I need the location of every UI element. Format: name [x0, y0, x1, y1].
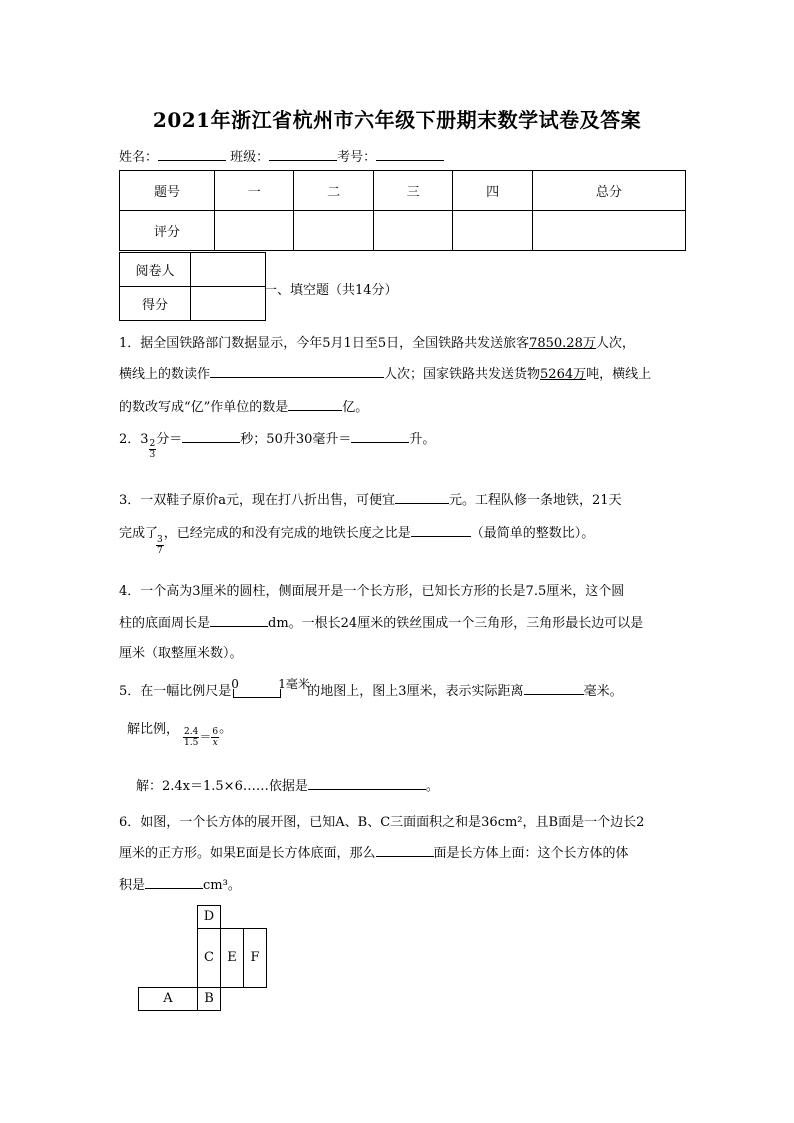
ratio-solution-text: 。 — [425, 779, 439, 794]
q1-text: 人次， — [595, 336, 635, 351]
ratio-equation — [183, 721, 233, 748]
face-d: D — [197, 905, 221, 929]
equals-sign: ＝ — [199, 730, 212, 744]
ratio-end: 。 — [219, 721, 233, 736]
q3-text: （最简单的整数比）。 — [470, 526, 595, 541]
exam-no-label: 考号： — [337, 150, 377, 165]
q3-fraction: $\frac{3}{7}$ — [157, 535, 163, 556]
q4-text: 柱的底面周长是 — [119, 616, 211, 631]
scale-one-label: 1毫米 — [278, 677, 310, 691]
q6-blank-top-face[interactable] — [376, 844, 434, 857]
class-label: 班级： — [230, 150, 270, 165]
q5-text: 毫米。 — [583, 684, 623, 699]
ratio-label: 解比例， — [127, 722, 180, 737]
q5-line — [119, 677, 623, 699]
q2-blank-seconds[interactable] — [182, 430, 240, 443]
reader-cell[interactable] — [191, 253, 266, 287]
q2-fraction: $\frac{2}{3}$ — [149, 439, 156, 460]
q6-text: cm³。 — [203, 878, 241, 893]
q6-text: 积是 — [119, 878, 146, 893]
face-a: A — [138, 987, 198, 1011]
score-cell[interactable] — [373, 211, 452, 251]
exam-no-blank[interactable] — [376, 148, 444, 161]
q3-line1 — [119, 489, 622, 508]
scale-bar — [231, 677, 310, 699]
q4-line3: 厘米（取整厘米数）。 — [119, 646, 243, 661]
ratio-problem — [127, 718, 179, 737]
score-table-row — [120, 211, 686, 251]
score-label: 得分 — [120, 287, 191, 321]
q4-blank-circumference[interactable] — [210, 614, 268, 627]
reader-label: 阅卷人 — [120, 253, 191, 287]
q1-text: 亿。 — [342, 400, 369, 415]
q1-text: 人次；国家铁路共发送货物 — [384, 367, 541, 382]
q6-line2 — [119, 842, 629, 861]
face-e: E — [220, 928, 244, 988]
score-table — [119, 170, 686, 251]
name-label: 姓名： — [119, 150, 159, 165]
q3-text: ，已经完成的和没有完成的地铁长度之比是 — [163, 526, 411, 541]
header-cell: 四 — [453, 171, 532, 211]
header-cell: 一 — [215, 171, 294, 211]
scale-zero-label: 0 — [231, 677, 239, 691]
class-blank[interactable] — [269, 148, 337, 161]
section-title: 一、填空题（共14分） — [264, 283, 398, 298]
face-f: F — [243, 928, 267, 988]
q1-text: 吨，横线上 — [586, 367, 652, 382]
q3-blank-ratio[interactable] — [411, 524, 471, 537]
score-cell[interactable] — [453, 211, 532, 251]
q2-text: 升。 — [409, 432, 436, 447]
q1-text: 横线上的数读作 — [119, 367, 211, 382]
q3-text: 3．一双鞋子原价a元，现在打八折出售，可便宜 — [119, 493, 396, 508]
header-cell: 总分 — [532, 171, 685, 211]
q6-blank-volume[interactable] — [145, 876, 203, 889]
q2-line — [119, 428, 436, 460]
q1-line1 — [119, 332, 635, 351]
row-label-cell: 评分 — [120, 211, 215, 251]
q1-underlined-number: 7850.28万 — [529, 336, 596, 351]
score-cell[interactable] — [532, 211, 685, 251]
q1-line2 — [119, 363, 651, 382]
q2-blank-liters[interactable] — [351, 430, 409, 443]
q5-text: 5．在一幅比例尺是 — [119, 684, 232, 699]
q1-text: 1．据全国铁路部门数据显示，今年5月1日至5日，全国铁路共发送旅客 — [119, 336, 530, 351]
score-cell[interactable] — [294, 211, 373, 251]
q6-line3 — [119, 874, 241, 893]
face-c: C — [197, 928, 221, 988]
score-table-header-row — [120, 171, 686, 211]
q5-text: 的地图上，图上3厘米，表示实际距离 — [307, 684, 524, 699]
q6-text: 面是长方体上面：这个长方体的体 — [433, 846, 629, 861]
q4-line2 — [119, 612, 643, 631]
q2-text: 秒；50升30毫升＝ — [240, 432, 352, 447]
q2-text: 分＝ — [156, 432, 183, 447]
q6-line1: 6．如图，一个长方体的展开图，已知A、B、C三面面积之和是36cm²，且B面是一个边长2 — [119, 815, 645, 830]
q4-text: dm。一根长24厘米的铁丝围成一个三角形，三角形最长边可以是 — [268, 616, 644, 631]
scale-bar-line — [233, 689, 281, 698]
score-input-cell[interactable] — [191, 287, 266, 321]
header-cell: 题号 — [120, 171, 215, 211]
name-blank[interactable] — [158, 148, 226, 161]
q6-text: 厘米的正方形。如果E面是长方体底面，那么 — [119, 846, 376, 861]
ratio-solution — [136, 775, 439, 794]
score-cell[interactable] — [215, 211, 294, 251]
q3-blank-discount[interactable] — [395, 491, 449, 504]
q5-blank-distance[interactable] — [524, 682, 584, 695]
q1-blank-reading[interactable] — [210, 365, 384, 378]
page-title: 2021年浙江省杭州市六年级下册期末数学试卷及答案 — [152, 108, 642, 132]
header-cell: 三 — [373, 171, 452, 211]
ratio-fraction-left: $\frac{2.4}{1.5}$ — [184, 727, 199, 748]
face-b: B — [197, 987, 221, 1011]
q3-text: 完成了 — [119, 526, 159, 541]
header-cell: 二 — [294, 171, 373, 211]
student-info-line — [119, 146, 444, 165]
q1-blank-yi[interactable] — [288, 398, 342, 411]
q1-underlined-number: 5264万 — [540, 367, 587, 382]
q4-line1: 4．一个高为3厘米的圆柱，侧面展开是一个长方形，已知长方形的长是7.5厘米，这个圆 — [119, 584, 625, 599]
q2-text: 2．3 — [119, 432, 149, 447]
ratio-fraction-right: $\frac{6}{x}$ — [212, 727, 219, 748]
grader-table — [119, 252, 266, 321]
q3-line2 — [119, 522, 595, 556]
q1-line3 — [119, 396, 368, 415]
ratio-blank-basis[interactable] — [308, 777, 426, 790]
q1-text: 的数改写成“亿”作单位的数是 — [119, 400, 289, 415]
ratio-solution-text: 解：2.4x＝1.5×6……依据是 — [136, 779, 308, 794]
q3-text: 元。工程队修一条地铁，21天 — [449, 493, 622, 508]
